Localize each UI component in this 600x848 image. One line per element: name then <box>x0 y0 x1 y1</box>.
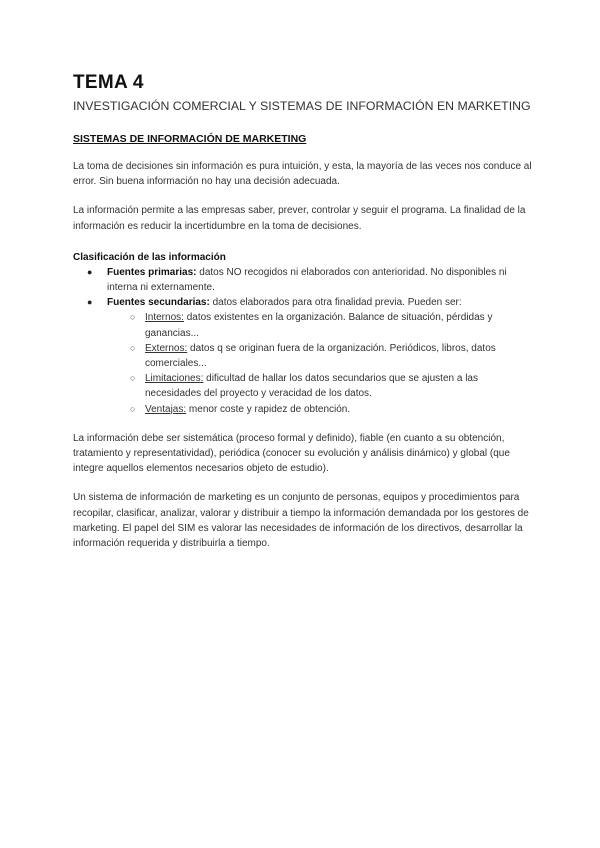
document-content <box>73 72 533 551</box>
bullet-ring-icon: ○ <box>130 312 136 323</box>
advantages-text: menor coste y rapidez de obtención. <box>186 403 351 415</box>
paragraph-information-purpose: La información permite a las empresas saber, prever, controlar y seguir el programa. La finalidad de la información es reducir la incertidumbre en la toma de decisiones. <box>73 205 526 232</box>
paragraph-sim-definition: Un sistema de información de marketing es un conjunto de personas, equipos y procedimientos para recopilar, clasificar, analizar, valorar y distribuir a tiempo la información demandada por los gestores de marketing. El papel del SIM es valorar las necesidades de información de los directivos, desarrollar la información requerida y distribuirla a tiempo. <box>73 492 529 550</box>
sublist-item-internal <box>73 310 533 340</box>
internal-label: Internos: <box>145 312 184 324</box>
sublist-item-external <box>73 341 533 371</box>
advantages-label: Ventajas: <box>145 403 187 415</box>
bullet-ring-icon: ○ <box>130 403 136 414</box>
sublist-item-advantages <box>73 402 533 417</box>
list-item-primary-sources <box>73 265 533 295</box>
internal-text: datos existentes en la organización. Balance de situación, pérdidas y ganancias... <box>145 312 493 339</box>
external-text: datos q se originan fuera de la organización. Periódicos, libros, datos comerciales... <box>145 342 496 370</box>
list-item-secondary-sources <box>73 295 533 310</box>
bullet-ring-icon: ○ <box>130 373 136 384</box>
document-subtitle: INVESTIGACIÓN COMERCIAL Y SISTEMAS DE INFORMACIÓN EN MARKETING <box>73 99 531 113</box>
section-heading: SISTEMAS DE INFORMACIÓN DE MARKETING <box>73 133 307 145</box>
document-title: TEMA 4 <box>73 72 144 93</box>
primary-sources-label: Fuentes primarias: <box>107 266 197 278</box>
bullet-dot-icon: ● <box>87 266 93 277</box>
secondary-sources-sublist <box>73 310 533 416</box>
bullet-dot-icon: ● <box>87 297 93 308</box>
bullet-ring-icon: ○ <box>130 342 136 353</box>
classification-list <box>73 265 533 311</box>
external-label: Externos: <box>145 342 188 354</box>
classification-heading: Clasificación de las información <box>73 251 226 263</box>
paragraph-information-qualities: La información debe ser sistemática (proceso formal y definido), fiable (en cuanto a su obtención, tratamiento y representatividad), periódica (conocer su evolución y análisis dinámico) y global (que integre aquellos elementos necesarios objeto de estudio). <box>73 432 510 475</box>
limitations-text: dificultad de hallar los datos secundarios que se ajusten a las necesidades del proyecto y veracidad de los datos. <box>145 373 478 400</box>
paragraph-decision-making: La toma de decisiones sin información es pura intuición, y esta, la mayoría de las veces nos conduce al error. Sin buena información no hay una decisión adecuada. <box>73 161 532 188</box>
sublist-item-limitations <box>73 371 533 401</box>
limitations-label: Limitaciones: <box>145 373 204 385</box>
secondary-sources-text: datos elaborados para otra finalidad previa. Pueden ser: <box>209 297 462 309</box>
secondary-sources-label: Fuentes secundarias: <box>107 297 210 309</box>
primary-sources-text: datos NO recogidos ni elaborados con anterioridad. No disponibles ni interna ni externamente. <box>107 266 507 294</box>
